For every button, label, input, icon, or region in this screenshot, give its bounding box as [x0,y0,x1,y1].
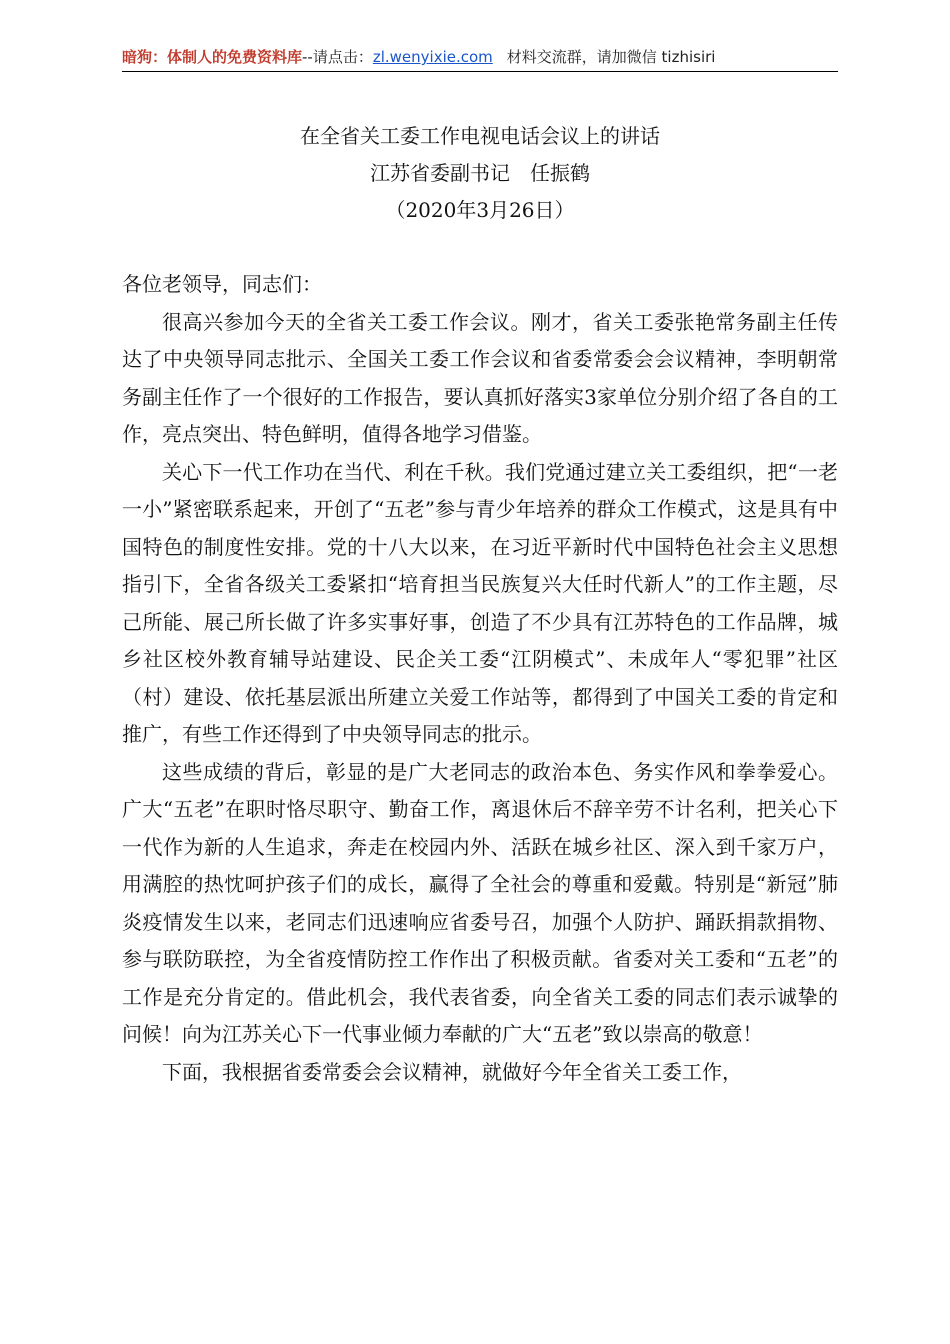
paragraph: 关心下一代工作功在当代、利在千秋。我们党通过建立关工委组织，把“一老一小”紧密联系起来，开创了“五老”参与青少年培养的群众工作模式，这是具有中国特色的制度性安排。党的十八大以来，在习近平新时代中国特色社会主义思想指引下，全省各级关工委紧扣“培育担当民族复兴大任时代新人”的工作主题，尽己所能、展己所长做了许多实事好事，创造了不少具有江苏特色的工作品牌，城乡社区校外教育辅导站建设、民企关工委“江阴模式”、未成年人“零犯罪”社区（村）建设、依托基层派出所建立关爱工作站等，都得到了中国关工委的肯定和推广，有些工作还得到了中央领导同志的批示。 [122,459,838,746]
header-promo-text: 暗狗：体制人的免费资料库 [122,48,303,66]
header-website-link[interactable]: zl.wenyixie.com [372,48,493,66]
header-divider [122,71,838,72]
document-date: （2020年3月26日） [385,198,575,222]
paragraph: 这些成绩的背后，彰显的是广大老同志的政治本色、务实作风和拳拳爱心。广大“五老”在职时恪尽职守、勤奋工作，离退休后不辞辛劳不计名利，把关心下一代作为新的人生追求，奔走在校园内外、活跃在城乡社区、深入到千家万户，用满腔的热忱呵护孩子们的成长，赢得了全社会的尊重和爱戴。特别是“新冠”肺炎疫情发生以来，老同志们迅速响应省委号召，加强个人防护、踊跃捐款捐物、参与联防联控，为全省疫情防控工作作出了积极贡献。省委对关工委和“五老”的工作是充分肯定的。借此机会，我代表省委，向全省关工委的同志们表示诚挚的问候！向为江苏关心下一代事业倾力奉献的广大“五老”致以崇高的敬意！ [122,759,838,1046]
header-group-text: 材料交流群，请加微信 tizhisiri [506,48,716,66]
document-title: 在全省关工委工作电视电话会议上的讲话 [300,124,660,148]
page-header [122,44,838,70]
document-body [122,266,838,1091]
document-author: 江苏省委副书记 任振鹤 [370,161,590,185]
paragraph: 很高兴参加今天的全省关工委工作会议。刚才，省关工委张艳常务副主任传达了中央领导同志批示、全国关工委工作会议和省委常委会会议精神，李明朝常务副主任作了一个很好的工作报告，要认真抓好落实3家单位分别介绍了各自的工作，亮点突出、特色鲜明，值得各地学习借鉴。 [122,309,838,446]
paragraph: 下面，我根据省委常委会会议精神，就做好今年全省关工委工作， [162,1059,742,1084]
title-block [122,118,838,229]
salutation: 各位老领导，同志们： [122,272,322,296]
header-prompt-text: --请点击： [302,48,373,66]
